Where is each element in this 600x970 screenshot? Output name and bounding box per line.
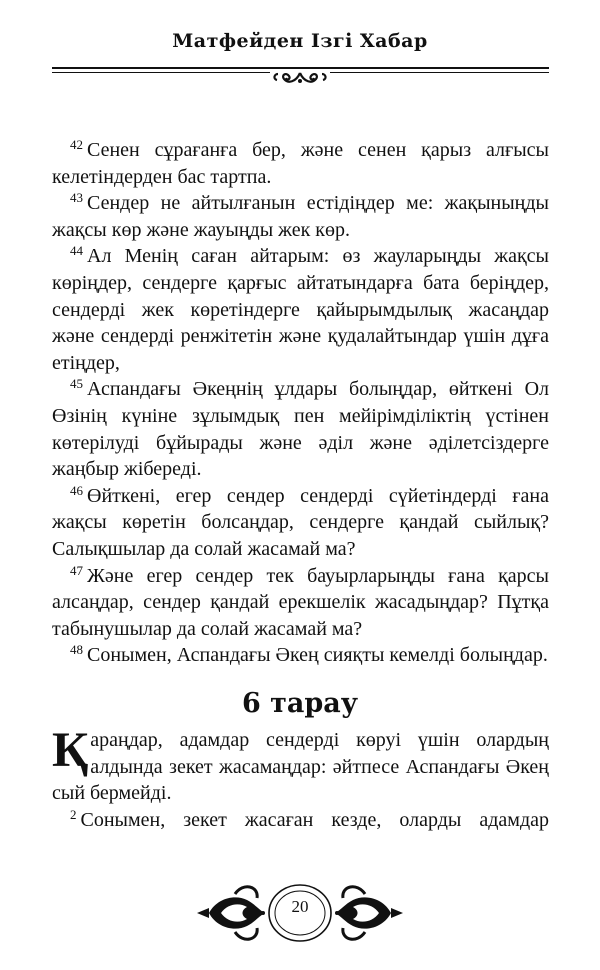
verse-line	[52, 642, 549, 669]
verse-line	[52, 164, 549, 191]
text-line: Сенен сұрағанға бер, және сенен қарыз алғысы	[87, 139, 549, 161]
verse-number: 45	[70, 376, 83, 392]
verse-number: 48	[70, 642, 83, 658]
verse-line	[52, 376, 549, 403]
verse-line	[52, 297, 549, 324]
text-line: араңдар, адамдар сендерді көруі үшін олардың	[90, 729, 549, 751]
text-line: және сендерді ренжітетін және қудалайтындар үшін дұға	[52, 325, 549, 348]
verse-line	[52, 616, 549, 643]
verse-line	[52, 190, 549, 217]
text-line: сый бермейді.	[52, 782, 172, 805]
chapter-heading: 6 тарау	[241, 688, 359, 719]
text-line: Сонымен, зекет жасаған кезде, оларды адамдар	[80, 808, 549, 831]
text-line: Салықшылар да солай жасамай ма?	[52, 537, 356, 560]
text-line: Және егер сендер тек бауырларыңды ғана қарсы	[87, 564, 549, 587]
verse-line	[52, 430, 549, 457]
verse-line	[52, 456, 549, 483]
drop-cap: Қ	[52, 721, 89, 777]
page-number: 20	[291, 897, 309, 916]
verse-line	[52, 509, 549, 536]
verse-line	[52, 536, 549, 563]
text-line: алдында зекет жасамаңдар: әйтпесе Аспандағы Әкең	[90, 755, 549, 778]
verse-number: 42	[70, 137, 83, 152]
text-line: жаңбыр жібереді.	[52, 458, 202, 481]
header-ornament-icon	[270, 70, 330, 86]
text-line: Өзінің күніне зұлымдық пен мейірімділіктің үстінен	[52, 404, 549, 427]
verse-line	[52, 350, 549, 377]
verse-line	[52, 403, 549, 430]
text-line: Аспандағы Әкеңнің ұлдары болыңдар, өйткені Ол	[87, 378, 549, 401]
text-line: Ал Менің саған айтарым: өз жауларыңды жақсы	[87, 245, 549, 268]
verse-number: 43	[70, 190, 83, 206]
text-line: етіңдер,	[52, 351, 120, 374]
text-line: келетіндерден бас тартпа.	[52, 165, 272, 188]
verse-line	[52, 270, 549, 297]
verse-line	[52, 217, 549, 244]
text-line: көріңдер, сендерге қарғыс айтатындарға бата беріңдер,	[52, 271, 549, 294]
verse-line	[52, 563, 549, 590]
text-line: сендерді жек көретіндерге қайырымдылық жасаңдар	[52, 298, 549, 321]
verse-line	[52, 243, 549, 270]
verses-block	[52, 137, 549, 669]
verse-line	[52, 323, 549, 350]
verse-2-line	[52, 807, 549, 834]
verse-line	[52, 589, 549, 616]
text-line: Сонымен, Аспандағы Әкең сияқты кемелді болыңдар.	[87, 644, 548, 667]
running-header-title: Матфейден Ізгі Хабар	[172, 30, 428, 52]
verse-line	[52, 137, 549, 164]
verse-line	[52, 483, 549, 510]
text-line: табынушылар да солай жасамай ма?	[52, 617, 363, 640]
verse-number: 47	[70, 562, 83, 578]
text-line: Өйткені, егер сендер сендерді сүйетіндерді ғана	[87, 484, 549, 507]
chapter-opening	[52, 721, 549, 833]
text-line: жақсы көр және жауыңды жек көр.	[52, 218, 351, 241]
text-line: алсаңдар, сендер қандай ерекшелік жасадыңдар? Пұтқа	[52, 591, 549, 614]
verse-number: 46	[70, 482, 83, 498]
text-line: жақсы көретін болсаңдар, сендерге қандай сыйлық?	[52, 511, 549, 534]
text-line: Сендер не айтылғанын естідіңдер ме: жақыныңды	[87, 192, 549, 215]
text-line: көтерілуді бұйырады және әділ және әділетсіздерге	[52, 431, 549, 454]
verse-number: 2	[70, 806, 77, 822]
header-rule-top	[52, 67, 549, 69]
verse-number: 44	[70, 243, 83, 259]
